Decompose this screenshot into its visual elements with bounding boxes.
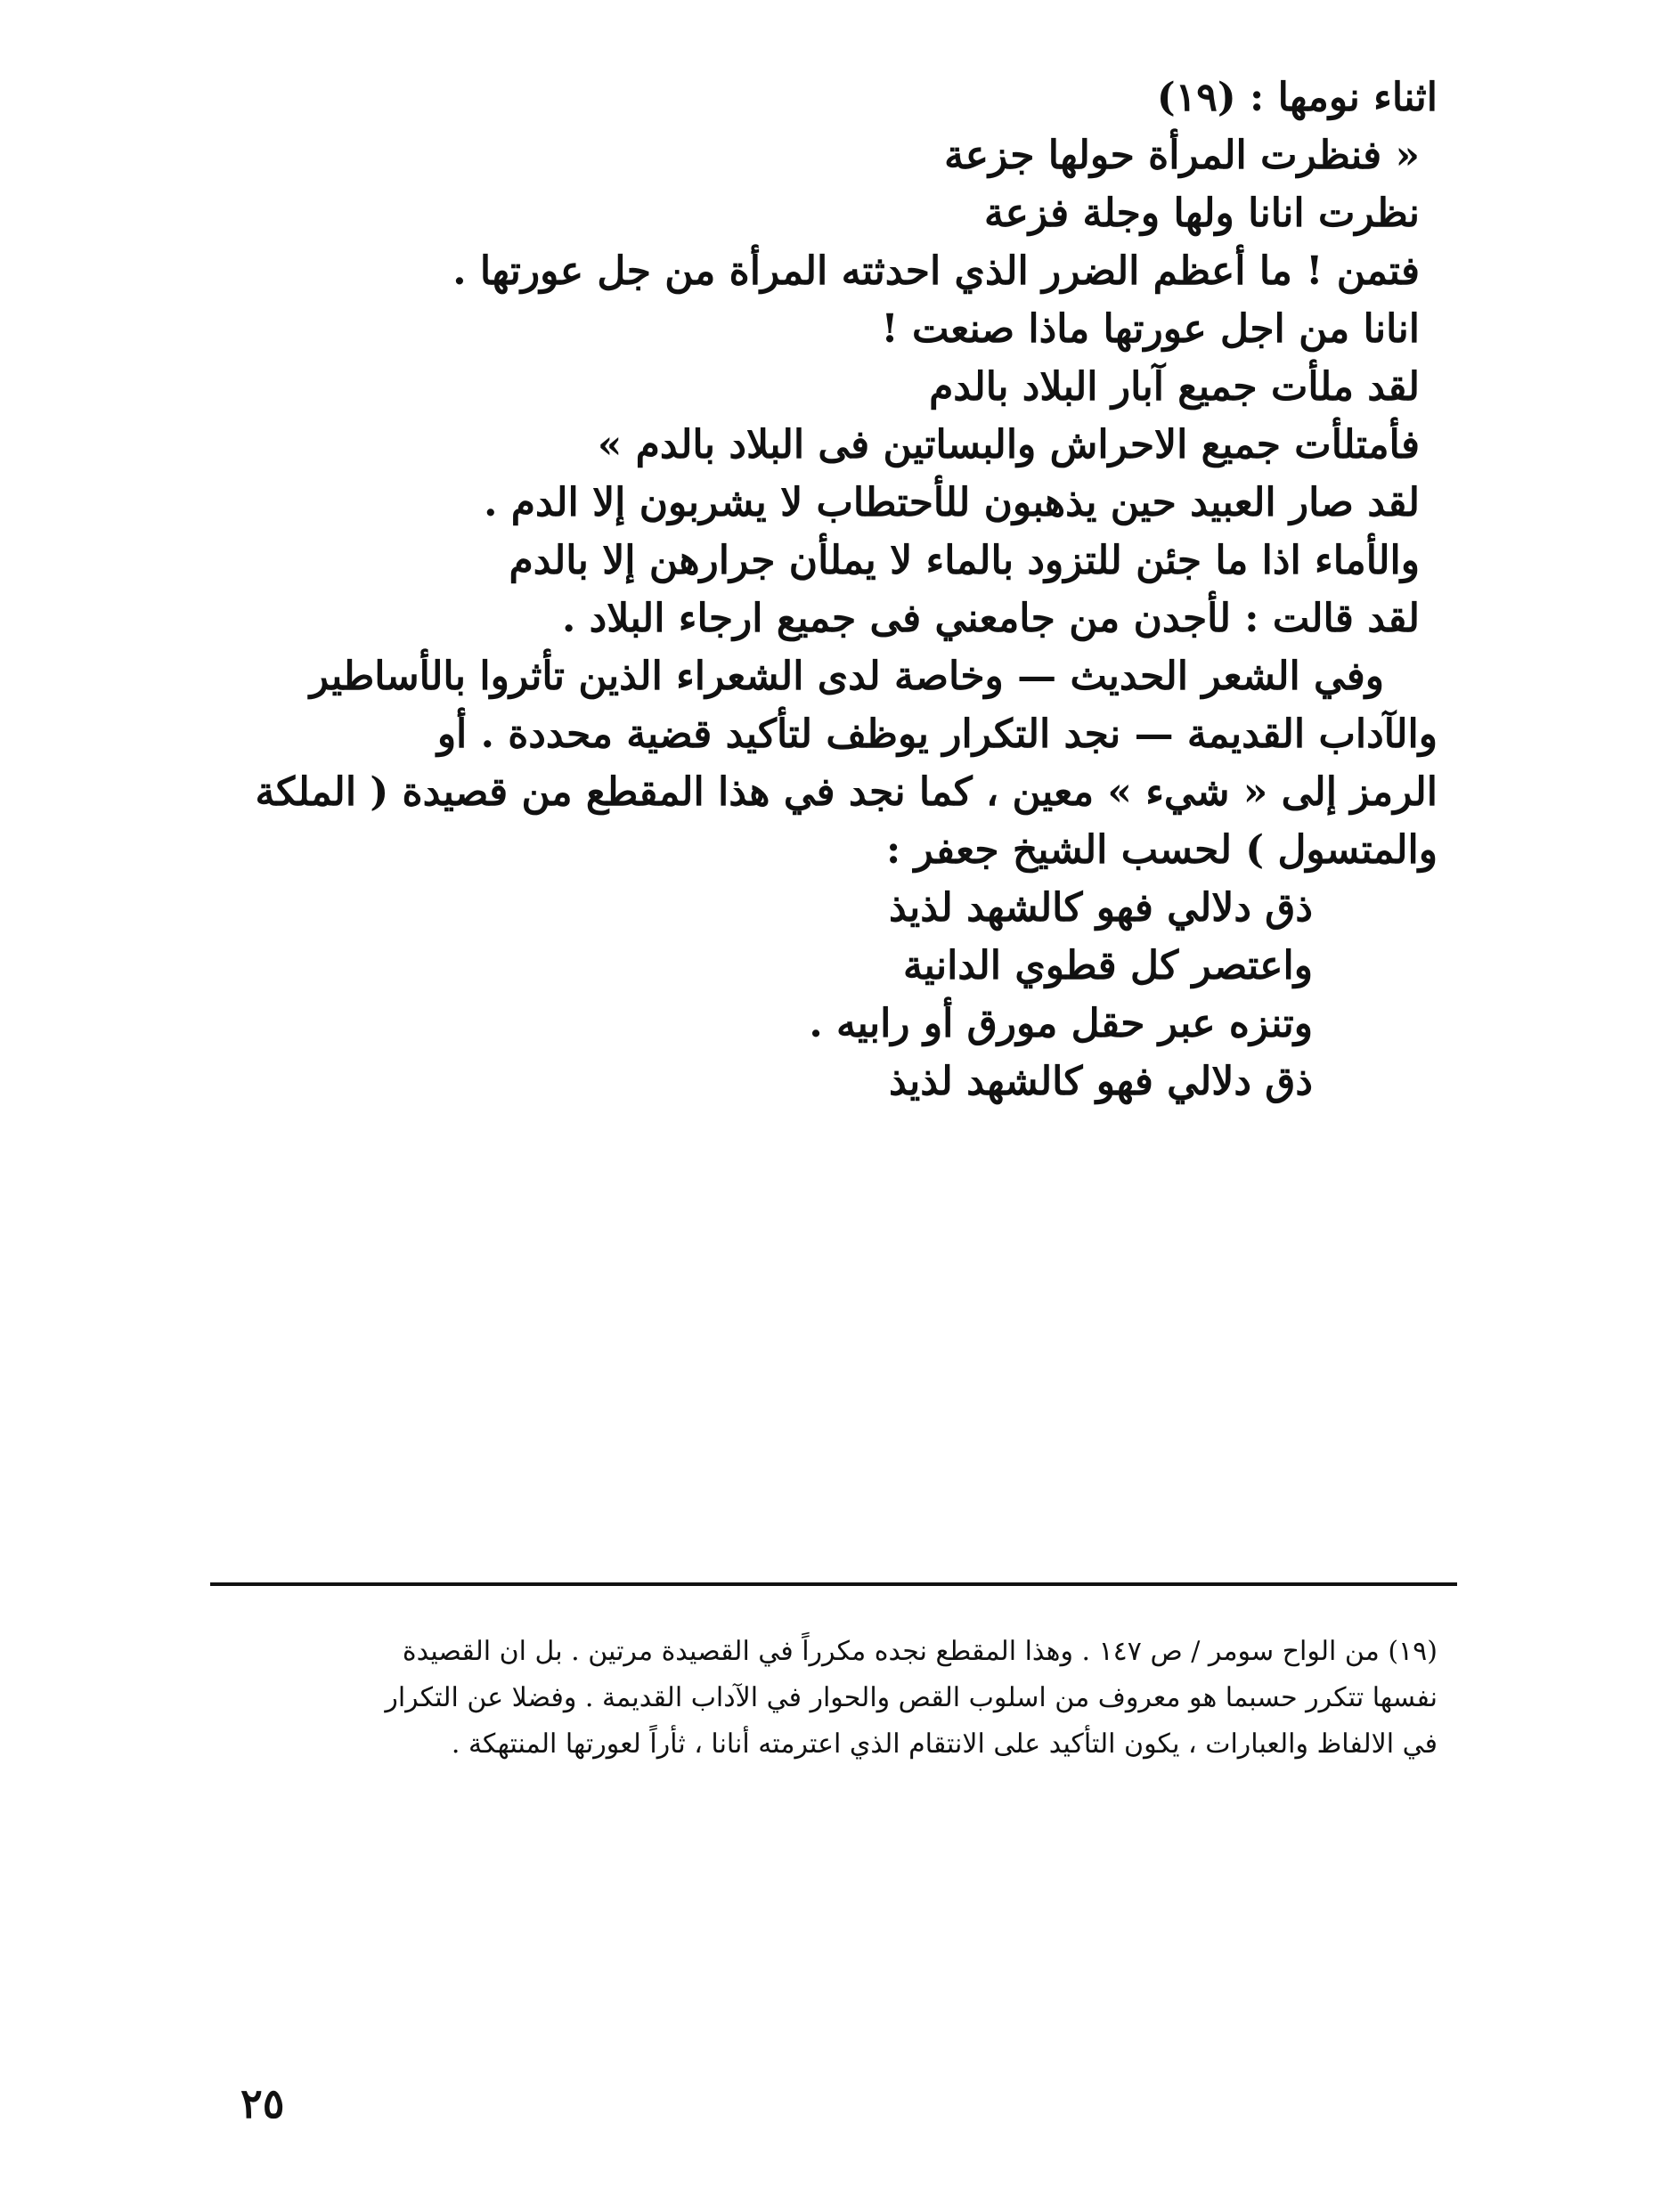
paragraph-line: والمتسول ) لحسب الشيخ جعفر :: [886, 827, 1438, 873]
poem-line: وتنزه عبر حقل مورق أو رابيه .: [809, 1001, 1313, 1046]
quote-line: لقد ملأت جميع آبار البلاد بالدم: [929, 364, 1420, 410]
quote-line: لقد قالت : لأجدن من جامعني فى جميع ارجاء البلاد .: [562, 596, 1420, 641]
footnote-line: (١٩) من الواح سومر / ص ١٤٧ . وهذا المقطع نجده مكرراً في القصيدة مرتين . بل ان القصيدة: [402, 1636, 1438, 1667]
quote-line: نظرت انانا ولها وجلة فزعة: [984, 191, 1420, 236]
poem-line: ذق دلالي فهو كالشهد لذيذ: [888, 885, 1313, 931]
quote-line: انانا من اجل عورتها ماذا صنعت !: [881, 306, 1420, 352]
poem-line: واعتصر كل قطوي الدانية: [902, 943, 1313, 988]
text-line-intro: اثناء نومها : (١٩): [1156, 75, 1438, 120]
footnote-line: في الالفاظ والعبارات ، يكون التأكيد على الانتقام الذي اعترمته أنانا ، ثأراً لعورتها المنتهكة .: [451, 1728, 1438, 1760]
quote-line: والأماء اذا ما جئن للتزود بالماء لا يملأن جرارهن إلا بالدم: [509, 538, 1420, 583]
footnote-line: نفسها تتكرر حسبما هو معروف من اسلوب القص والحوار في الآداب القديمة . وفضلا عن التكرار: [385, 1682, 1438, 1713]
quote-line: فتمن ! ما أعظم الضرر الذي احدثته المرأة من جل عورتها .: [452, 248, 1420, 294]
quote-line: فأمتلأت جميع الاحراش والبساتين فى البلاد بالدم »: [597, 422, 1420, 468]
page-number: ٢٥: [240, 2079, 285, 2127]
quote-line: لقد صار العبيد حين يذهبون للأحتطاب لا يشربون إلا الدم .: [484, 480, 1420, 525]
footnote-divider: [210, 1582, 1457, 1586]
paragraph-line: والآداب القديمة — نجد التكرار يوظف لتأكيد قضية محددة . أو: [436, 712, 1438, 757]
paragraph-line: الرمز إلى « شيء » معين ، كما نجد في هذا المقطع من قصيدة ( الملكة: [255, 769, 1438, 815]
poem-line: ذق دلالي فهو كالشهد لذيذ: [888, 1059, 1313, 1104]
quote-line: « فنظرت المرأة حولها جزعة: [944, 133, 1420, 178]
paragraph-line: وفي الشعر الحديث — وخاصة لدى الشعراء الذين تأثروا بالأساطير: [309, 654, 1384, 699]
